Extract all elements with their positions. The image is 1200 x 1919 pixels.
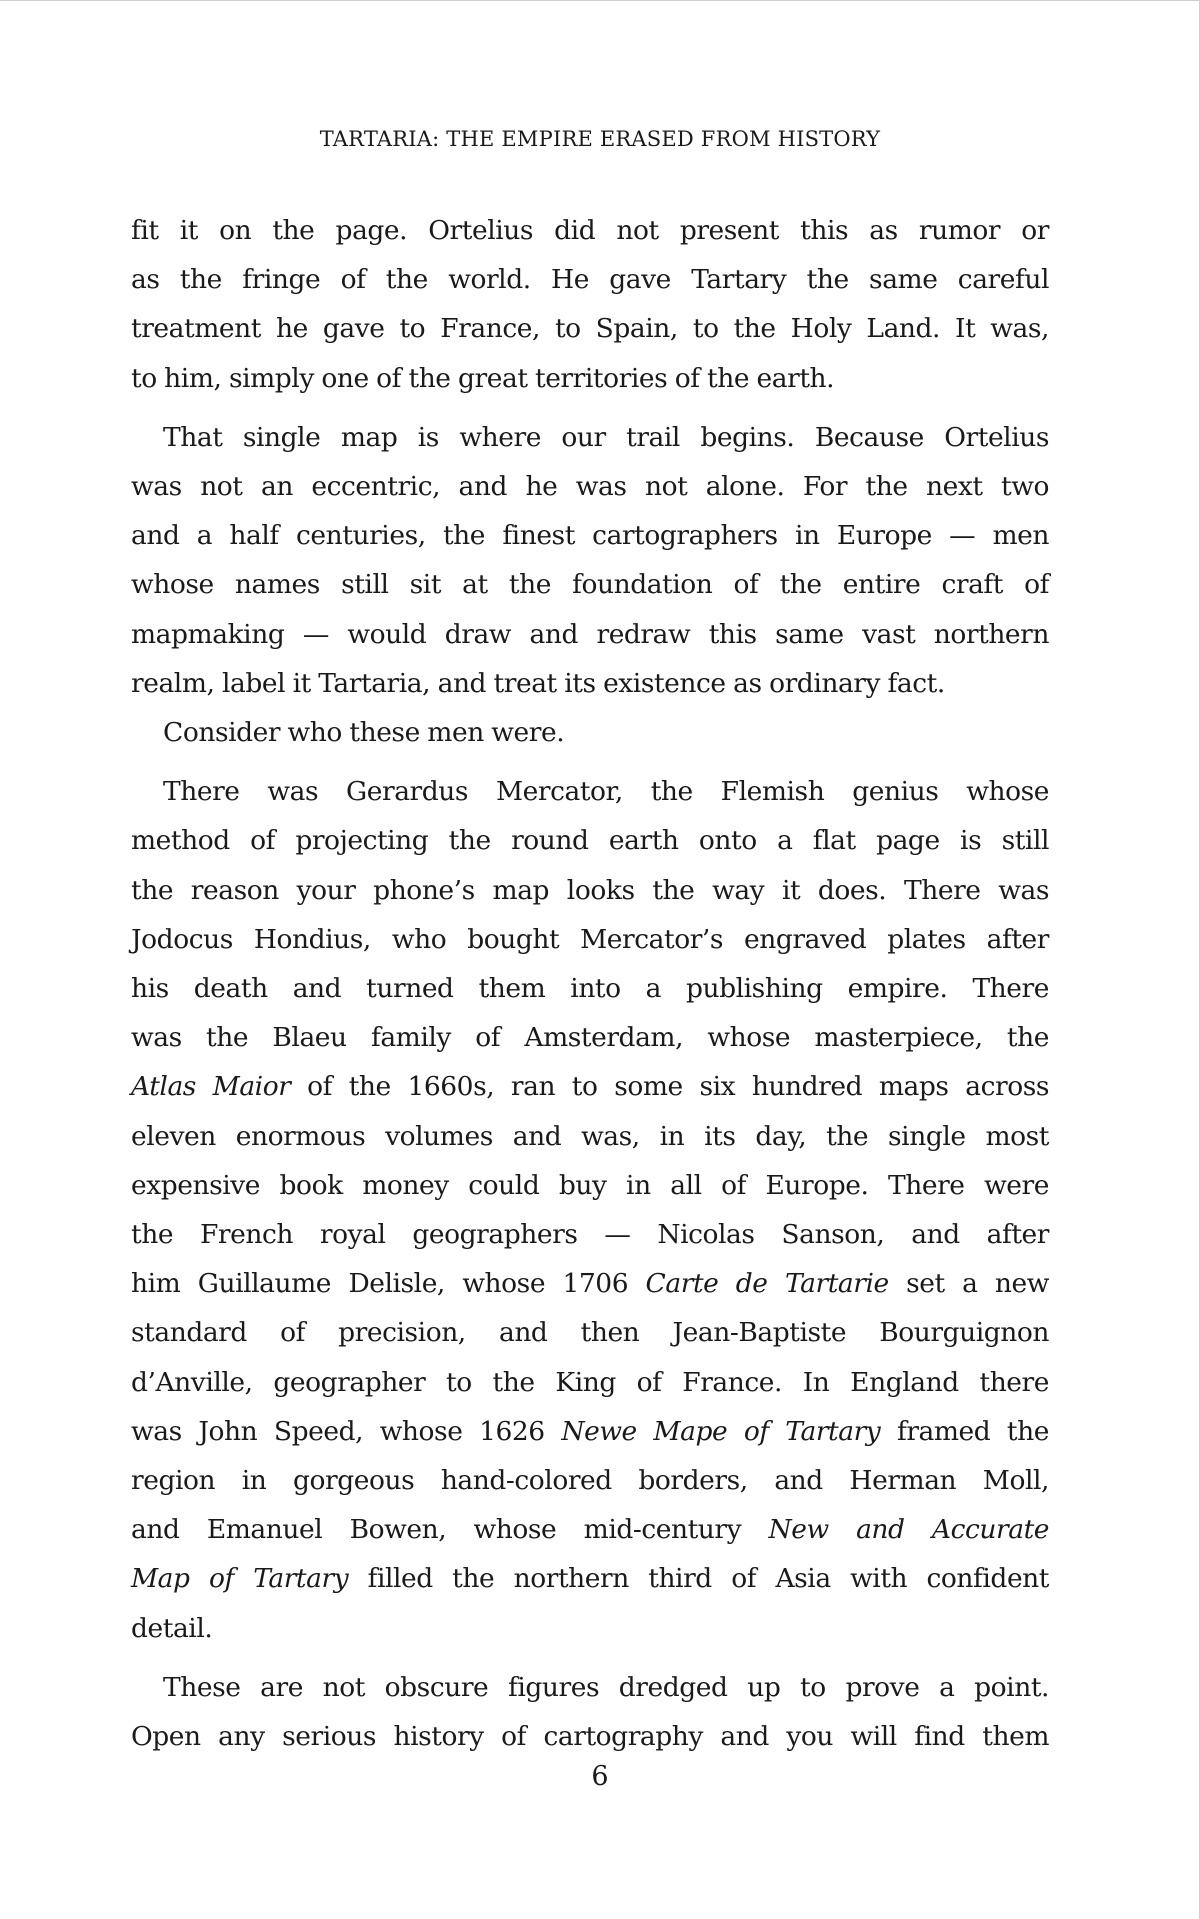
italic-title: Map of Tartary (131, 1563, 349, 1595)
running-head: TARTARIA: THE EMPIRE ERASED FROM HISTORY (319, 127, 881, 151)
text-run: of the 1660s, ran to some six hundred maps across (290, 1071, 1049, 1103)
text-line (131, 1259, 1049, 1308)
text-line: detail. (131, 1612, 213, 1644)
text-line: fit it on the page. Ortelius did not present this as rumor or (131, 215, 1049, 246)
text-line: There was Gerardus Mercator, the Flemish genius whose (163, 776, 1049, 808)
text-line: the reason your phone’s map looks the way it does. There was (131, 874, 1049, 906)
text-line (131, 1407, 1049, 1456)
text-run: framed the (880, 1415, 1049, 1447)
text-line: mapmaking — would draw and redraw this same vast northern (131, 618, 1049, 650)
text-line: the French royal geographers — Nicolas Sanson, and after (131, 1219, 1049, 1251)
text-line: Open any serious history of cartography and you will find them (131, 1721, 1049, 1753)
text-line: and a half centuries, the finest cartographers in Europe — men (131, 520, 1049, 552)
text-line: was not an eccentric, and he was not alone. For the next two (131, 471, 1049, 503)
text-line: treatment he gave to France, to Spain, to the Holy Land. It was, (131, 313, 1049, 345)
text-line: as the fringe of the world. He gave Tartary the same careful (131, 264, 1049, 296)
text-run: set a new (888, 1268, 1049, 1300)
text-line: Consider who these men were. (163, 717, 565, 749)
text-run: and Emanuel Bowen, whose mid-century (131, 1514, 769, 1546)
text-run: him Guillaume Delisle, whose 1706 (131, 1268, 646, 1300)
text-line: eleven enormous volumes and was, in its day, the single most (131, 1120, 1049, 1152)
text-line (131, 1062, 1049, 1111)
italic-title: Atlas Maior (131, 1071, 291, 1103)
text-line (131, 1554, 1049, 1603)
italic-title: Carte de Tartarie (645, 1268, 889, 1300)
paragraph-5 (131, 1663, 1049, 1761)
text-line: d’Anville, geographer to the King of France. In England there (131, 1366, 1049, 1398)
text-line: region in gorgeous hand-colored borders, and Herman Moll, (131, 1465, 1049, 1497)
page-number: 6 (591, 1761, 609, 1792)
text-line: method of projecting the round earth onto a flat page is still (131, 825, 1049, 857)
text-line: his death and turned them into a publishing empire. There (131, 973, 1049, 1005)
paragraph-3 (131, 708, 1049, 757)
text-run: filled the northern third of Asia with confident (348, 1563, 1049, 1595)
paragraph-4 (131, 767, 1049, 1653)
text-line: standard of precision, and then Jean-Baptiste Bourguignon (131, 1317, 1049, 1349)
text-line: whose names still sit at the foundation of the entire craft of (131, 569, 1049, 601)
text-line: Jodocus Hondius, who bought Mercator’s engraved plates after (131, 923, 1049, 955)
italic-title: New and Accurate (768, 1514, 1049, 1546)
text-line: expensive book money could buy in all of Europe. There were (131, 1169, 1049, 1201)
text-line: realm, label it Tartaria, and treat its existence as ordinary fact. (131, 667, 945, 699)
text-line: was the Blaeu family of Amsterdam, whose masterpiece, the (131, 1022, 1049, 1054)
text-line (131, 1505, 1049, 1554)
text-line: That single map is where our trail begins. Because Ortelius (163, 421, 1049, 453)
text-line: These are not obscure figures dredged up to prove a point. (163, 1671, 1049, 1703)
text-run: was John Speed, whose 1626 (131, 1415, 562, 1447)
text-line: to him, simply one of the great territories of the earth. (131, 362, 835, 394)
paragraph-2 (131, 413, 1049, 708)
paragraph-1 (131, 206, 1049, 403)
body-text (131, 206, 1049, 1761)
italic-title: Newe Mape of Tartary (561, 1415, 881, 1447)
